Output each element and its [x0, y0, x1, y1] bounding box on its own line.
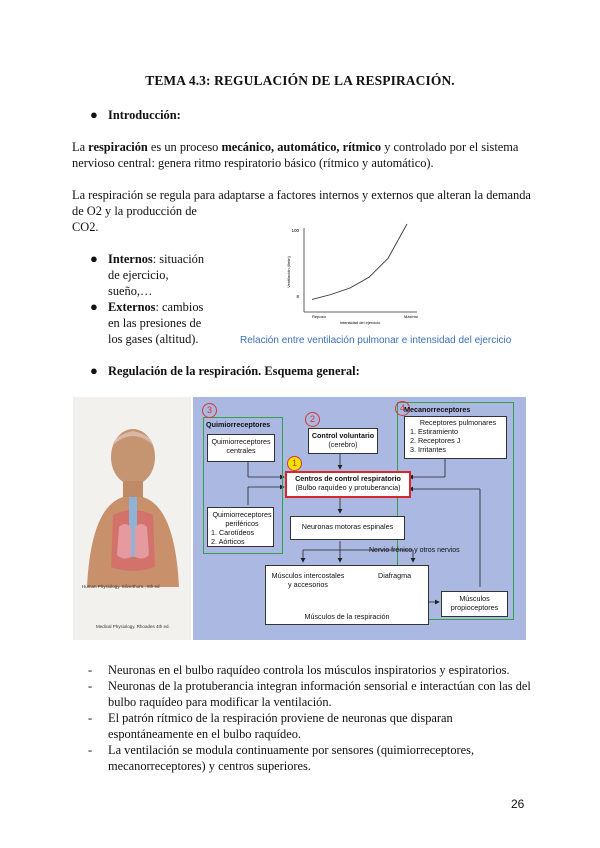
x-tick-label: Reposo — [312, 314, 326, 319]
quimio-perif-label: Quimiorreceptores periféricos — [212, 510, 272, 528]
centros-label: Centros de control respiratorio — [295, 474, 401, 483]
box-receptores-pulmonares — [404, 416, 507, 459]
y-axis-label: Ventilación (l/min) — [286, 256, 291, 288]
p1-bold-respiracion: respiración — [88, 140, 148, 154]
box-centros-control — [285, 471, 411, 498]
factor-externos — [108, 299, 210, 347]
control-voluntario-label: Control voluntario — [311, 431, 375, 440]
p1-bold-properties: mecánico, automático, rítmico — [221, 140, 382, 154]
factor-internos — [108, 251, 210, 299]
box-control-voluntario — [308, 428, 378, 454]
bullet-dot: ● — [90, 251, 98, 266]
page-number: 26 — [511, 797, 525, 811]
badge-2: 2 — [305, 412, 320, 427]
intro-heading: Introducción: — [108, 108, 181, 122]
list-item: El patrón rítmico de la respiración proviene de neuronas que disparan espontáneamente en el bulbo raquídeo. — [108, 711, 453, 741]
quimio-perif-item: 1. Carotídeos — [211, 528, 255, 537]
intro-paragraph-2-line2: de O2 y la producción de — [72, 204, 197, 218]
respiration-control-diagram — [193, 397, 526, 640]
factor-text: : situación de ejercicio, sueño,… — [108, 252, 205, 298]
intro-paragraph-1 — [72, 139, 530, 171]
p1-text: La — [72, 140, 89, 154]
nervio-label: Nervio frénico y otros nervios — [369, 547, 460, 554]
musculos-resp-label: Músculos de la respiración — [304, 612, 390, 621]
graph-caption: Relación entre ventilación pulmonar e intensidad del ejercicio — [240, 335, 512, 346]
list-dash: - — [88, 743, 93, 757]
factor-text: : cambios en las presiones de los gases (altitud). — [108, 300, 204, 346]
box-musculos-respiracion — [265, 565, 429, 625]
receptores-pulm-label: Receptores pulmonares — [419, 418, 497, 427]
receptor-item: 1. Estiramiento — [410, 427, 458, 436]
receptor-item: 2. Receptores J — [410, 436, 461, 445]
mecano-title: Mecanorreceptores — [404, 405, 471, 414]
diafragma-label: Diafragma — [378, 571, 412, 580]
centros-sub: (Bulbo raquídeo y protuberancia) — [295, 483, 401, 492]
badge-1: 1 — [287, 456, 302, 471]
human-torso-figure — [73, 397, 191, 640]
box-musculos-propioceptores: Músculos propioceptores — [441, 591, 508, 617]
quimio-title: Quimiorreceptores — [206, 420, 271, 429]
list-dash: - — [88, 663, 93, 677]
box-quimio-perifericos — [207, 507, 274, 547]
bullet-dot: ● — [90, 299, 98, 314]
list-item: Neuronas de la protuberancia integran información sensorial e interactúan con las del bulbo raquídeo para modificar la ventilación. — [108, 679, 531, 709]
page-title: TEMA 4.3: REGULACIÓN DE LA RESPIRACIÓN. — [145, 73, 455, 88]
badge-3: 3 — [202, 403, 217, 418]
anatomy-illustration — [73, 397, 191, 640]
bullet-dot: ● — [90, 107, 98, 122]
y-tick-label: 8 — [296, 294, 299, 299]
list-item: Neuronas en el bulbo raquídeo controla los músculos inspiratorios y espiratorios. — [108, 663, 510, 677]
intro-paragraph-2-line3: CO2. — [72, 220, 99, 234]
scheme-heading: Regulación de la respiración. Esquema general: — [108, 364, 360, 378]
ventilation-curve — [312, 224, 407, 299]
y-tick-label: 100 — [291, 228, 299, 233]
factor-term: Internos — [108, 252, 153, 266]
control-voluntario-sub: (cerebro) — [328, 440, 358, 449]
x-tick-label: Máximo — [404, 314, 419, 319]
intro-paragraph-2-line1: La respiración se regula para adaptarse a factores internos y externos que alteran la demanda — [72, 188, 531, 202]
badge-4: 4 — [395, 401, 410, 416]
credit-rhoades: Medical Physiology. Rhoades 4th ed. — [96, 624, 170, 629]
credit-silverthorn: Human Physiology. Silverthorn., 6th ed — [82, 584, 160, 589]
x-axis-label: Intensidad del ejercicio — [339, 320, 381, 325]
list-item: La ventilación se modula continuamente por sensores (quimiorreceptores, mecanorreceptores) y centros superiores. — [108, 743, 475, 773]
bullet-dot: ● — [90, 363, 98, 378]
box-neuronas-motoras: Neuronas motoras espinales — [290, 516, 405, 540]
quimio-perif-item: 2. Aórticos — [211, 537, 245, 546]
musculos-intercostales: Músculos intercostales y accesorios — [271, 571, 345, 589]
list-dash: - — [88, 679, 93, 693]
receptor-item: 3. Irritantes — [410, 445, 446, 454]
list-dash: - — [88, 711, 93, 725]
p1-text: y controlado por el sistema nervioso central: genera ritmo respiratorio básico (rítmico y automático). — [72, 140, 519, 170]
factor-term: Externos — [108, 300, 156, 314]
box-quimio-centrales: Quimiorreceptores centrales — [207, 434, 275, 462]
p1-text: es un proceso — [147, 140, 222, 154]
ventilation-graph — [282, 222, 432, 332]
